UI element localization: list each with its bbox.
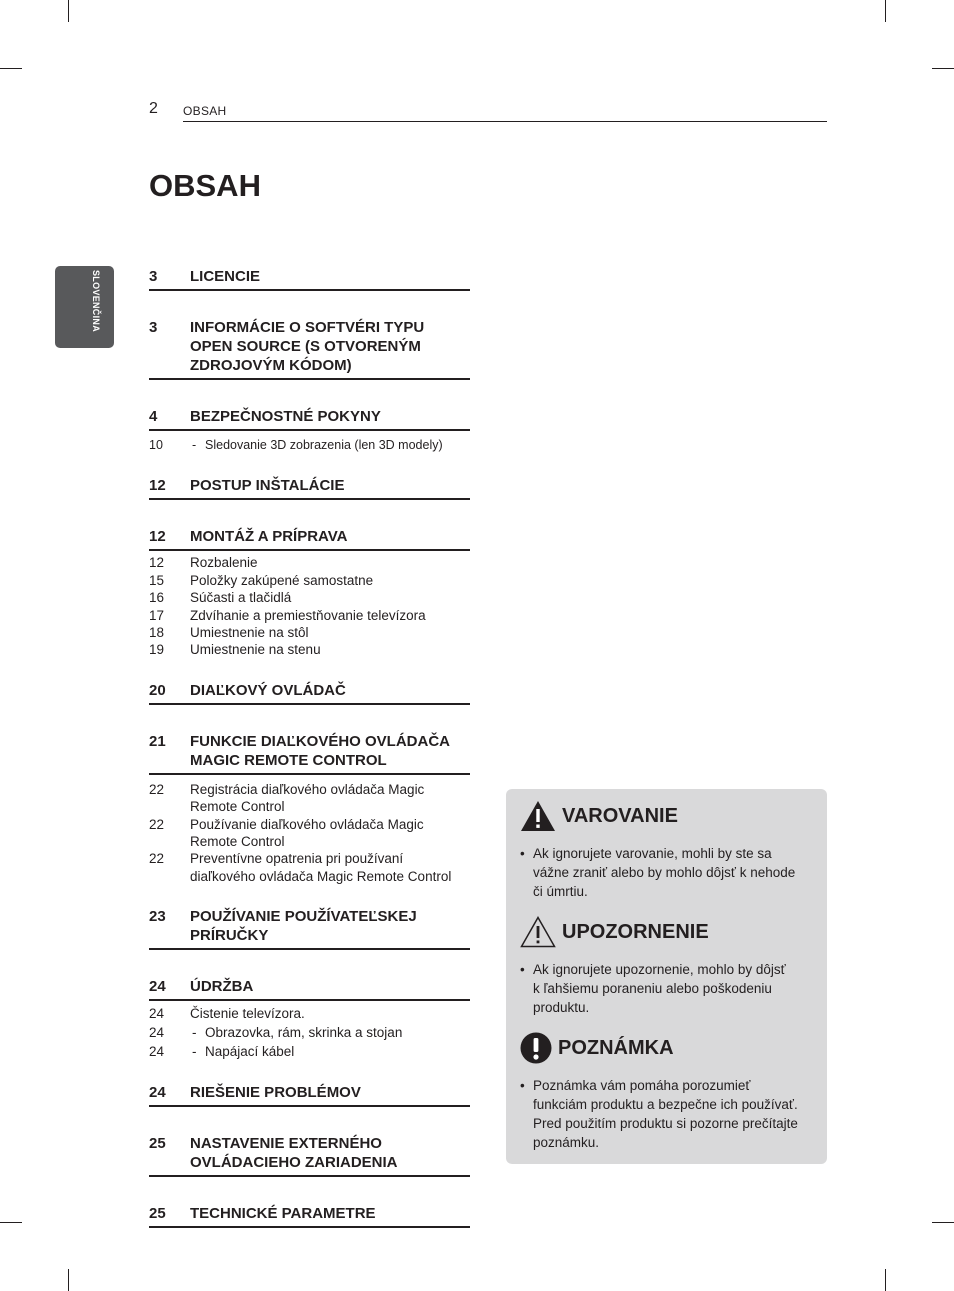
toc-page: 12 bbox=[149, 528, 166, 546]
note-text: • Poznámka vám pomáha porozumieť funkciám produktu a bezpečne ich používať. Pred použitím produktu si pozorne prečítajte poznámku. bbox=[520, 1078, 798, 1150]
toc-subitem[interactable]: 12 Rozbalenie bbox=[149, 555, 258, 571]
warning-text: • Ak ignorujete varovanie, mohli by ste sa vážne zraniť alebo by mohlo dôjsť k nehode či úmrtiu. bbox=[520, 846, 796, 899]
toc-label: ÚDRŽBA bbox=[190, 978, 254, 996]
caution-heading bbox=[520, 916, 709, 948]
toc-section-technicke[interactable] bbox=[149, 1204, 470, 1228]
toc-label: TECHNICKÉ PARAMETRE bbox=[190, 1205, 376, 1223]
toc-subitem[interactable]: 24 - Obrazovka, rám, skrinka a stojan bbox=[149, 1025, 403, 1041]
toc-label: FUNKCIE DIAĽKOVÉHO OVLÁDAČA bbox=[190, 732, 451, 750]
toc-label: LICENCIE bbox=[190, 268, 261, 285]
crop-mark bbox=[68, 0, 69, 22]
warning-heading bbox=[520, 800, 678, 832]
toc-label: NASTAVENIE EXTERNÉHO bbox=[190, 1135, 382, 1153]
crop-mark bbox=[0, 68, 22, 69]
toc-section-open-source[interactable] bbox=[149, 318, 470, 380]
header-rule bbox=[183, 121, 827, 122]
toc-label: OVLÁDACIEHO ZARIADENIA bbox=[190, 1154, 398, 1172]
toc-label: POUŽÍVANIE POUŽÍVATEĽSKEJ bbox=[190, 908, 417, 926]
page-number: 2 bbox=[149, 100, 158, 117]
toc-subitem[interactable]: 10 - Sledovanie 3D zobrazenia (len 3D modely) bbox=[149, 438, 443, 452]
toc-page: 12 bbox=[149, 477, 166, 495]
toc-section-licencie[interactable] bbox=[149, 267, 470, 291]
toc-label: DIAĽKOVÝ OVLÁDAČ bbox=[190, 681, 346, 699]
caution-text: • Ak ignorujete upozornenie, mohlo by dôjsť k ľahšiemu poraneniu alebo poškodeniu produktu. bbox=[520, 962, 786, 1015]
toc-label: OPEN SOURCE (S OTVORENÝM bbox=[190, 338, 421, 355]
crop-mark bbox=[68, 1269, 69, 1291]
toc-page: 23 bbox=[149, 908, 166, 926]
running-title: OBSAH bbox=[183, 104, 227, 118]
toc-subitem[interactable]: 22 Registrácia diaľkového ovládača Magic bbox=[149, 781, 425, 797]
toc-subitem[interactable]: 19 Umiestnenie na stenu bbox=[149, 642, 321, 658]
toc-section-riesenie[interactable] bbox=[149, 1083, 470, 1107]
toc-page: 25 bbox=[149, 1135, 166, 1153]
note-title: POZNÁMKA bbox=[558, 1036, 674, 1059]
crop-mark bbox=[932, 1222, 954, 1223]
toc-label: RIEŠENIE PROBLÉMOV bbox=[190, 1084, 361, 1102]
toc-page: 3 bbox=[149, 319, 158, 336]
toc-page: 24 bbox=[149, 1084, 166, 1102]
warning-triangle-filled-icon bbox=[520, 800, 556, 832]
toc-section-dialkovy[interactable] bbox=[149, 681, 470, 705]
toc-subitems bbox=[149, 437, 470, 454]
table-of-contents bbox=[149, 267, 470, 1234]
toc-label: MONTÁŽ A PRÍPRAVA bbox=[190, 528, 348, 546]
toc-section-funkcie[interactable] bbox=[149, 732, 470, 775]
toc-page: 4 bbox=[149, 408, 158, 425]
toc-section-postup[interactable] bbox=[149, 476, 470, 500]
page-title: OBSAH bbox=[149, 168, 261, 203]
toc-page: 21 bbox=[149, 732, 166, 750]
toc-subitem[interactable]: 24 - Napájací kábel bbox=[149, 1044, 295, 1060]
toc-label: BEZPEČNOSTNÉ POKYNY bbox=[190, 408, 381, 425]
exclamation-circle-icon bbox=[520, 1032, 552, 1064]
toc-subitems bbox=[149, 1004, 470, 1061]
toc-subitem[interactable]: 22 Používanie diaľkového ovládača Magic bbox=[149, 816, 424, 832]
toc-subitem[interactable]: 24 Čistenie televízora. bbox=[149, 1006, 305, 1022]
safety-notice-box bbox=[506, 789, 827, 1164]
caution-title: UPOZORNENIE bbox=[562, 920, 709, 943]
toc-page: 3 bbox=[149, 268, 158, 285]
toc-subitem[interactable]: 16 Súčasti a tlačidlá bbox=[149, 590, 292, 606]
toc-label: INFORMÁCIE O SOFTVÉRI TYPU bbox=[190, 319, 425, 336]
toc-subitem[interactable]: 17 Zdvíhanie a premiestňovanie televízora bbox=[149, 607, 426, 623]
toc-section-montaz[interactable] bbox=[149, 527, 470, 551]
toc-section-prirucka[interactable] bbox=[149, 907, 470, 950]
toc-section-externe[interactable] bbox=[149, 1134, 470, 1177]
toc-page: 20 bbox=[149, 681, 166, 699]
language-tab bbox=[55, 266, 114, 348]
crop-mark bbox=[0, 1222, 22, 1223]
toc-section-udrzba[interactable] bbox=[149, 977, 470, 1001]
toc-subitem[interactable]: 22 Preventívne opatrenia pri používaní bbox=[149, 851, 404, 867]
toc-subitems bbox=[149, 554, 470, 658]
toc-subitem[interactable]: 15 Položky zakúpené samostatne bbox=[149, 572, 374, 588]
toc-label: ZDROJOVÝM KÓDOM) bbox=[190, 357, 352, 374]
toc-label: POSTUP INŠTALÁCIE bbox=[190, 477, 345, 495]
toc-label: PRÍRUČKY bbox=[190, 927, 269, 945]
crop-mark bbox=[932, 68, 954, 69]
toc-label: MAGIC REMOTE CONTROL bbox=[190, 751, 387, 769]
toc-subitem[interactable]: 18 Umiestnenie na stôl bbox=[149, 625, 309, 641]
toc-page: 25 bbox=[149, 1205, 166, 1223]
crop-mark bbox=[885, 0, 886, 22]
toc-subitems: 22 Registrácia diaľkového ovládača Magic Remote Control 22 Používanie diaľkového ovládača Magic Remote Control 22 Preventívne opatrenia pri používaní diaľkového ovládača Magic Remote Control bbox=[149, 781, 470, 885]
toc-section-bezpecnost[interactable] bbox=[149, 407, 470, 431]
caution-triangle-outline-icon bbox=[520, 916, 556, 948]
note-heading bbox=[520, 1032, 674, 1064]
toc-page: 24 bbox=[149, 978, 166, 996]
crop-mark bbox=[885, 1269, 886, 1291]
language-tab-label: SLOVENČINA bbox=[91, 270, 101, 333]
warning-title: VAROVANIE bbox=[562, 804, 678, 827]
